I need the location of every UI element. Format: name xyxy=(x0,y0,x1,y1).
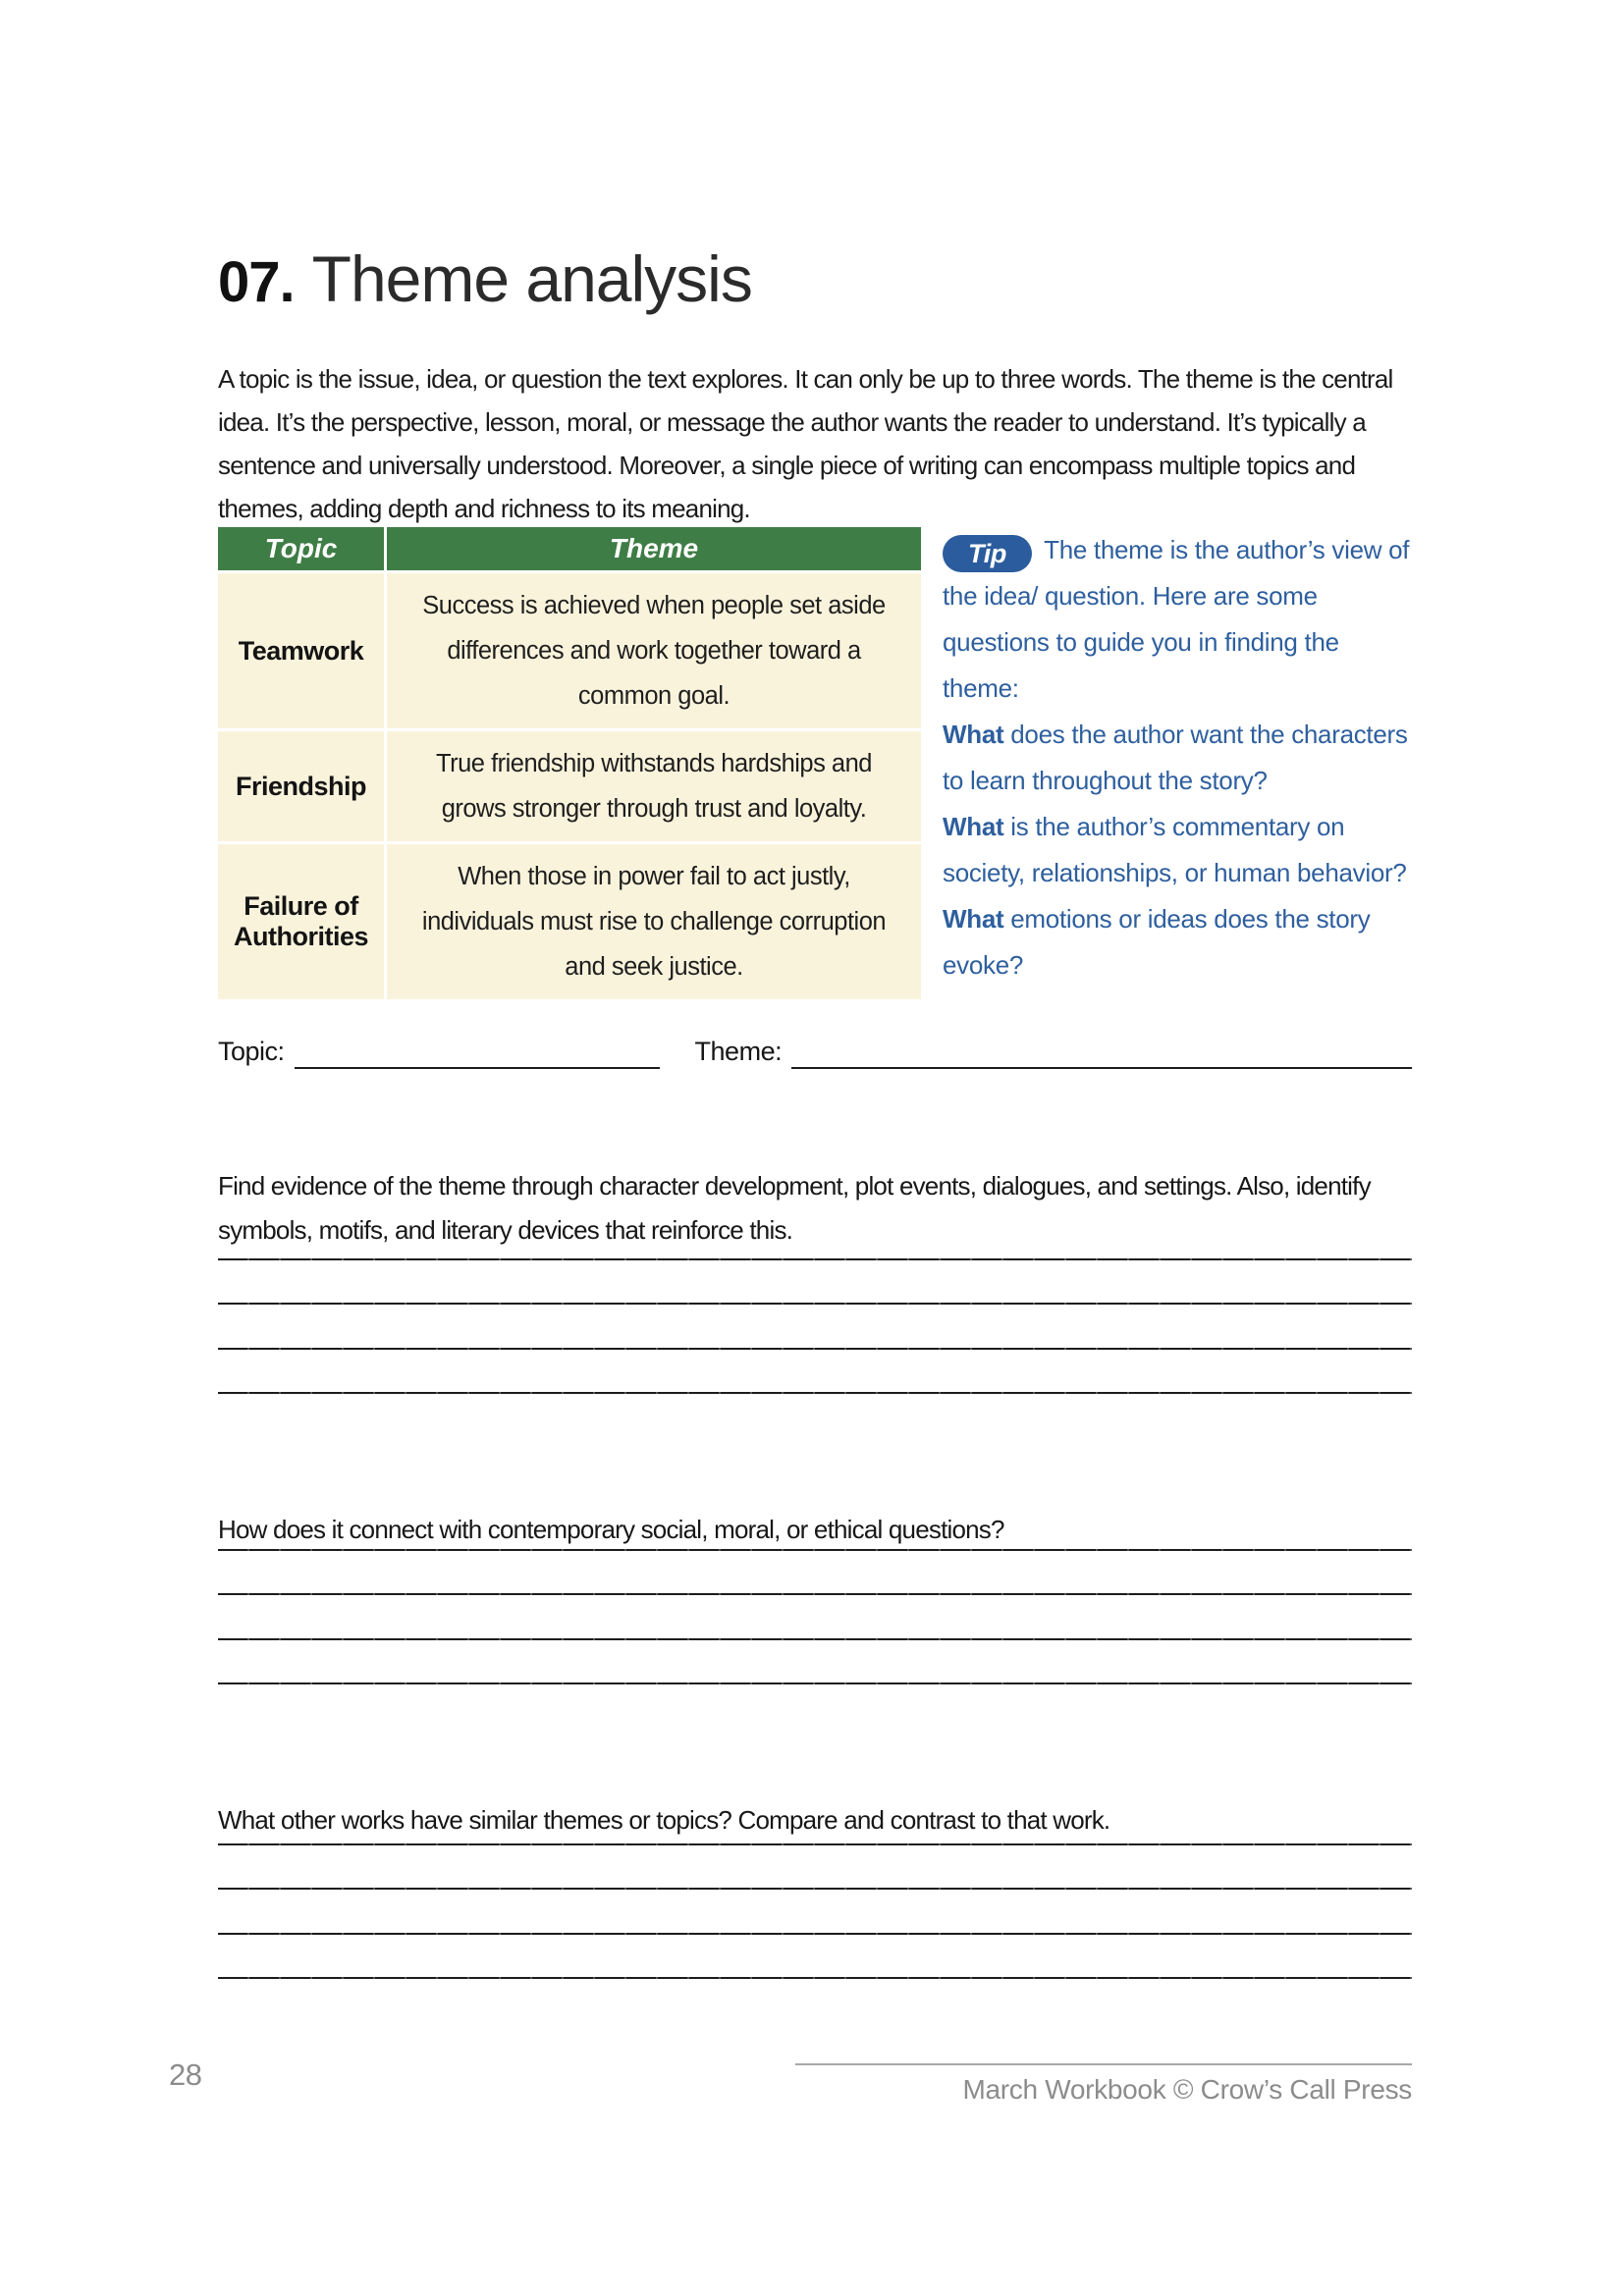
footer-credit: March Workbook © Crow’s Call Press xyxy=(962,2074,1412,2105)
section-title: Theme analysis xyxy=(311,242,752,315)
table-header-theme: Theme xyxy=(387,527,921,570)
tip-question xyxy=(943,712,1416,804)
connect-prompt: How does it connect with contemporary social, moral, or ethical questions? xyxy=(218,1515,1004,1544)
write-in-line xyxy=(218,1888,1412,1890)
tip-question xyxy=(943,896,1416,988)
intro-paragraph: A topic is the issue, idea, or question the text explores. It can only be up to three words. The theme is the central idea. It’s the perspective, lesson, moral, or message the author wants the reader to understand. It’s typically a sentence and universally understood. Moreover, a single piece of writing can encompass multiple topics and themes, adding depth and richness to its meaning. xyxy=(218,364,1393,523)
similar-works-prompt: What other works have similar themes or topics? Compare and contrast to that work. xyxy=(218,1805,1110,1835)
table-row-theme: True friendship withstands hardships and grows stronger through trust and loyalty. xyxy=(387,731,921,841)
topic-write-in-line xyxy=(295,1038,660,1069)
tip-question-rest: emotions or ideas does the story evoke? xyxy=(943,904,1371,980)
tip-question-rest: does the author want the characters to learn throughout the story? xyxy=(943,720,1408,795)
footer-divider xyxy=(795,2063,1412,2065)
table-row-topic: Failure of Authorities xyxy=(218,844,384,999)
connect-write-in-lines xyxy=(218,1549,1412,1684)
topic-theme-table xyxy=(218,527,921,999)
table-row-topic: Teamwork xyxy=(218,573,384,728)
write-in-line xyxy=(218,1682,1412,1684)
page-number: 28 xyxy=(169,2057,202,2092)
theme-write-in-line xyxy=(791,1038,1412,1069)
evidence-write-in-lines xyxy=(218,1258,1412,1394)
tip-intro-paragraph xyxy=(943,527,1416,712)
write-in-line xyxy=(218,1392,1412,1394)
write-in-line xyxy=(218,1549,1412,1551)
write-in-line xyxy=(218,1303,1412,1305)
tip-badge: Tip xyxy=(943,535,1032,572)
write-in-line xyxy=(218,1843,1412,1845)
tip-intro-text: The theme is the author’s view of the idea/ question. Here are some questions to guide you in finding the theme: xyxy=(943,535,1410,703)
table-row-theme: When those in power fail to act justly, individuals must rise to challenge corruption and seek justice. xyxy=(387,844,921,999)
table-and-tip-row xyxy=(218,527,1416,999)
theme-fill-label: Theme: xyxy=(694,1037,783,1066)
table-row-theme: Success is achieved when people set aside differences and work together toward a common goal. xyxy=(387,573,921,728)
tip-callout xyxy=(943,527,1416,999)
tip-question-lead: What xyxy=(943,720,1004,749)
similar-write-in-lines xyxy=(218,1843,1412,1979)
section-number: 07. xyxy=(218,250,295,314)
tip-question-lead: What xyxy=(943,904,1004,934)
tip-question xyxy=(943,804,1416,896)
topic-theme-fill-in xyxy=(218,1037,1412,1069)
tip-question-rest: is the author’s commentary on society, relationships, or human behavior? xyxy=(943,812,1407,887)
page-title xyxy=(218,241,752,316)
footer xyxy=(795,2063,1412,2106)
write-in-line xyxy=(218,1638,1412,1640)
write-in-line xyxy=(218,1593,1412,1595)
write-in-line xyxy=(218,1977,1412,1979)
tip-question-lead: What xyxy=(943,812,1004,841)
table-row-topic: Friendship xyxy=(218,731,384,841)
write-in-line xyxy=(218,1258,1412,1260)
topic-fill-label: Topic: xyxy=(218,1037,285,1066)
evidence-prompt: Find evidence of the theme through character development, plot events, dialogues, and settings. Also, identify symbols, motifs, and literary devices that reinforce this. xyxy=(218,1171,1371,1245)
table-header-topic: Topic xyxy=(218,527,384,570)
write-in-line xyxy=(218,1933,1412,1935)
write-in-line xyxy=(218,1348,1412,1350)
